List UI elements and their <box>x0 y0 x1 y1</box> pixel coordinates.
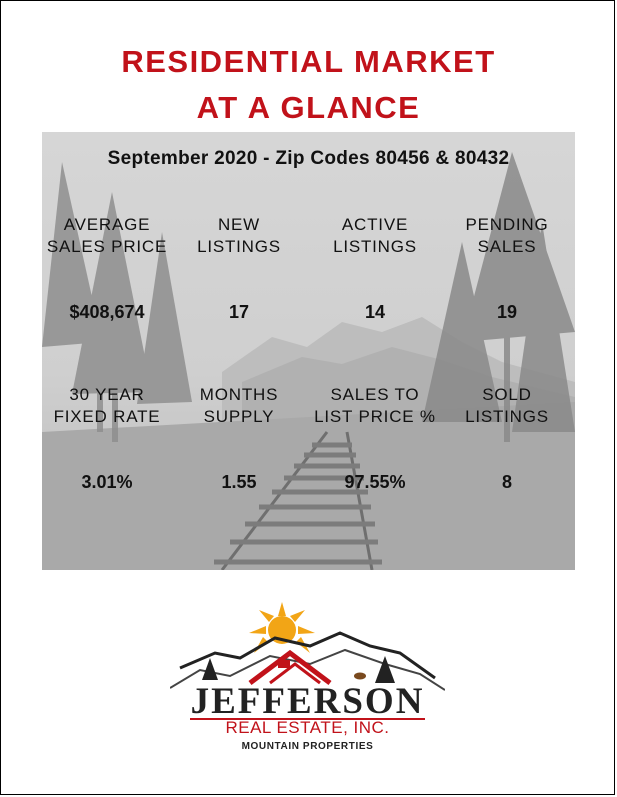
stat-label-average-sales-price <box>42 214 172 258</box>
stats-panel <box>42 132 575 570</box>
stat-label-line: MONTHS <box>199 385 279 404</box>
stat-label-30-year-fixed-rate <box>42 384 172 428</box>
stat-label-line: 30 YEAR <box>69 385 145 404</box>
company-name: JEFFERSON <box>190 681 425 722</box>
title-line-2: AT A GLANCE <box>196 90 421 125</box>
stat-label-line: ACTIVE <box>341 215 409 234</box>
stat-label-line: LISTINGS <box>465 407 549 426</box>
stat-value-pending-sales: 19 <box>496 302 518 322</box>
stat-label-pending-sales <box>442 214 572 258</box>
stat-label-line: SALES TO <box>330 385 420 404</box>
stat-label-active-listings <box>310 214 440 258</box>
stat-value-average-sales-price: $408,674 <box>69 302 145 322</box>
stat-label-sold-listings <box>442 384 572 428</box>
stat-label-new-listings <box>174 214 304 258</box>
stat-label-line: SALES <box>477 237 537 256</box>
company-tagline: MOUNTAIN PROPERTIES <box>241 741 374 752</box>
stat-label-sales-to-list-price <box>300 384 450 428</box>
stat-label-line: PENDING <box>465 215 549 234</box>
stat-label-line: LISTINGS <box>197 237 281 256</box>
company-subtitle: REAL ESTATE, INC. <box>225 718 390 737</box>
stat-label-line: LIST PRICE % <box>314 407 436 426</box>
stat-label-months-supply <box>174 384 304 428</box>
report-subtitle: September 2020 - Zip Codes 80456 & 80432 <box>107 148 510 169</box>
stat-value-active-listings: 14 <box>364 302 386 322</box>
stat-label-line: LISTINGS <box>333 237 417 256</box>
railroad-background-image <box>42 132 575 570</box>
stat-value-sold-listings: 8 <box>501 472 512 492</box>
stat-label-line: NEW <box>217 215 261 234</box>
stat-label-line: FIXED RATE <box>53 407 161 426</box>
title-line-1: RESIDENTIAL MARKET <box>121 44 496 79</box>
stat-label-line: AVERAGE <box>63 215 151 234</box>
stat-label-line: SUPPLY <box>203 407 275 426</box>
stat-value-months-supply: 1.55 <box>221 472 257 492</box>
stat-value-new-listings: 17 <box>228 302 250 322</box>
stat-value-sales-to-list-price: 97.55% <box>344 472 406 492</box>
stat-label-line: SALES PRICE <box>46 237 168 256</box>
stat-label-line: SOLD <box>482 385 532 404</box>
stat-value-30-year-fixed-rate: 3.01% <box>81 472 133 492</box>
